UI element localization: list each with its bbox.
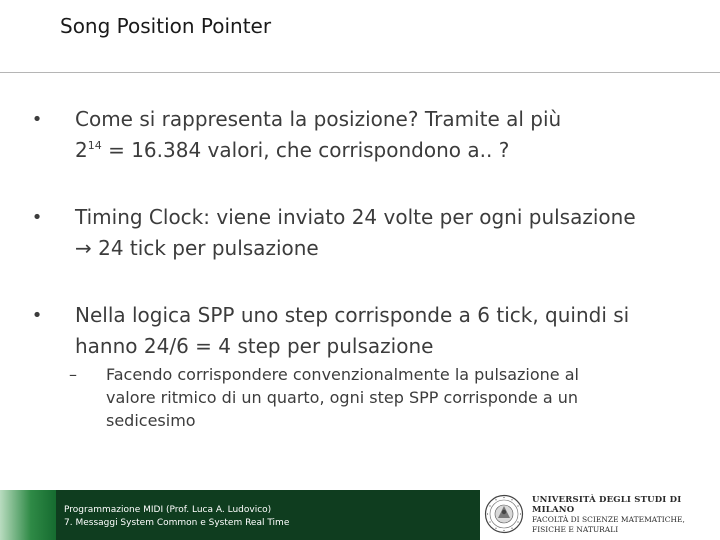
university-name: UNIVERSITÀ DEGLI STUDI DI MILANO	[532, 495, 682, 515]
bullet-marker: •	[31, 207, 43, 228]
university-seal-icon	[484, 494, 524, 534]
power-rest: = 16.384 valori, che corrispondono a.. ?	[101, 138, 510, 162]
slide-title: Song Position Pointer	[60, 14, 272, 38]
bullet-marker: •	[31, 305, 43, 326]
title-divider	[0, 72, 720, 73]
sub-bullet-marker: –	[69, 365, 77, 384]
slide-footer	[0, 490, 720, 540]
bullet-text	[75, 202, 700, 264]
bullet-marker: •	[31, 109, 43, 130]
faculty-name: FACOLTÀ DI SCIENZE MATEMATICHE,	[532, 515, 685, 524]
university-name-block	[532, 496, 718, 534]
sub-bullet-line: valore ritmico di un quarto, ogni step SPP corrisponde a un	[106, 388, 579, 407]
power-base: 2	[75, 138, 88, 162]
sub-bullet-line: Facendo corrispondere convenzionalmente la pulsazione al	[106, 365, 579, 384]
faculty-name: FISICHE E NATURALI	[532, 524, 619, 534]
bullet-line: → 24 tick per pulsazione	[75, 236, 319, 260]
bullet-text	[75, 300, 700, 362]
bullet-line	[75, 135, 700, 166]
footer-course-line: 7. Messaggi System Common e System Real Time	[64, 518, 290, 528]
bullet-line: Timing Clock: viene inviato 24 volte per ogni pulsazione	[75, 205, 636, 229]
footer-course-info	[64, 504, 289, 530]
footer-gradient-band	[0, 490, 56, 540]
bullet-line: Come si rappresenta la posizione? Tramite al più	[75, 107, 562, 131]
bullet-text	[75, 104, 700, 166]
sub-bullet-line: sedicesimo	[106, 411, 196, 430]
sub-bullet-text	[106, 363, 666, 432]
university-logo	[480, 490, 720, 540]
bullet-line: hanno 24/6 = 4 step per pulsazione	[75, 334, 434, 358]
power-exponent: 14	[87, 139, 102, 152]
footer-course-line: Programmazione MIDI (Prof. Luca A. Ludovico)	[64, 505, 272, 515]
bullet-line: Nella logica SPP uno step corrisponde a 6 tick, quindi si	[75, 303, 630, 327]
